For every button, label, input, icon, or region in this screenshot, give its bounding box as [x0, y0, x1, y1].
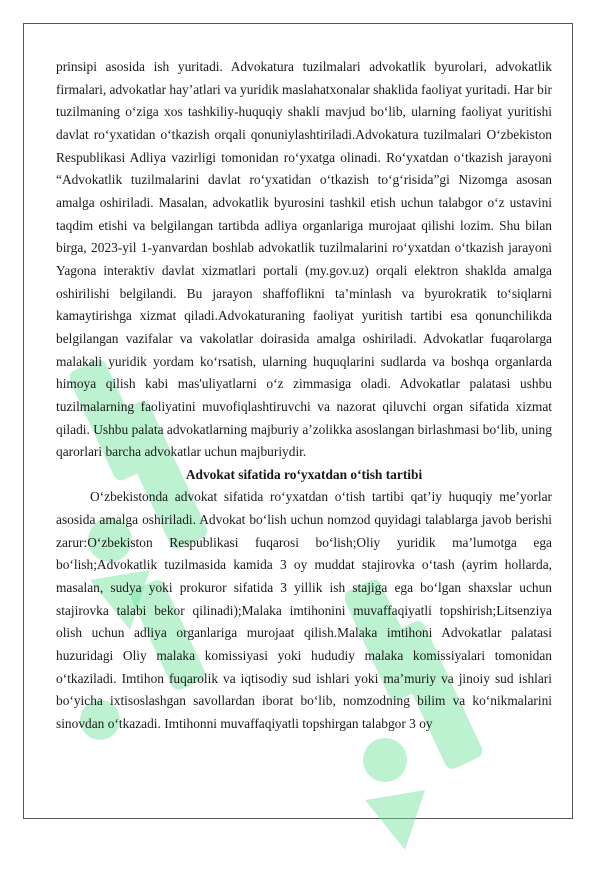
section-heading: Advokat sifatida ro‘yxatdan o‘tish tartibi: [185, 466, 423, 482]
document-body: [56, 56, 552, 736]
body-paragraph: O‘zbekistonda advokat sifatida ro‘yxatdan o‘tish tartibi qat’iy huquqiy me’yorlar asosida amalga oshiriladi. Advokat bo‘lish uchun nomzod quyidagi talablarga javob berishi zarur:O‘zbekiston Respublikasi fuqarosi bo‘lish;Oliy yuridik ma’lumotga ega bo‘lish;Advokatlik tuzilmasida kamida 3 oy muddat stajirovka o‘tash (ayrim hollarda, masalan, sudya yoki prokuror sifatida 3 yillik ish stajiga ega bo‘lgan shaxslar uchun stajirovka talabi bekor qilinadi);Malaka imtihonini muvaffaqiyatli topshirish;Litsenziya olish uchun adliya organlariga murojaat qilish.Malaka imtihoni Advokatlar palatasi huzuridagi Oliy malaka komissiyasi yoki hududiy malaka komissiyalari tomonidan o‘tkaziladi. Imtihon fuqarolik va iqtisodiy sud ishlari yoki ma’muriy va jinoiy sud ishlari bo‘yicha ixtisoslashgan savollardan iborat bo‘lib, nomzodning bilim va ko‘nikmalarini sinovdan o‘tkazadi. Imtihonni muvaffaqiyatli topshirgan talabgor 3 oy: [56, 489, 552, 732]
body-paragraph: prinsipi asosida ish yuritadi. Advokatura tuzilmalari advokatlik byurolari, advokatlik firmalari, advokatlar hay’atlari va yuridik maslahatxonalar shaklida faoliyat yuritadi. Har bir tuzilmaning o‘ziga xos tashkiliy-huquqiy shakli mavjud bo‘lib, ularning faoliyat yuritishi davlat ro‘yxatidan o‘tkazish orqali qonuniylashtiriladi.Advokatura tuzilmalari O‘zbekiston Respublikasi Adliya vazirligi tomonidan ro‘yxatga olinadi. Ro‘yxatdan o‘tkazish jarayoni “Advokatlik tuzilmalarini davlat ro‘yxatidan o‘tkazish to‘g‘risida”gi Nizomga asosan amalga oshiriladi. Masalan, advokatlik byurosini tashkil etish uchun talabgor o‘z ustavini taqdim etishi va belgilangan tartibda adliya organlariga murojaat qilishi lozim. Shu bilan birga, 2023-yil 1-yanvardan boshlab advokatlik tuzilmalarini ro‘yxatdan o‘tkazish jarayoni Yagona interaktiv davlat xizmatlari portali (my.gov.uz) orqali elektron shaklda amalga oshirilishi belgilandi. Bu jarayon shaffoflikni ta’minlash va byurokratik to‘siqlarni kamaytirishga xizmat qiladi.Advokaturaning faoliyat yuritish tartibi esa qonunchilikda belgilangan vazifalar va vakolatlar doirasida amalga oshiriladi. Advokatlar fuqarolarga malakali yuridik yordam ko‘rsatish, ularning huquqlarini sudlarda va boshqa organlarda himoya qilish kabi mas'uliyatlarni o‘z zimmasiga oladi. Advokatlar palatasi ushbu tuzilmalarning faoliyatini muvofiqlashtiruvchi va nazorat qiluvchi organ sifatida xizmat qiladi. Ushbu palata advokatlarning majburiy a’zolikka asoslangan birlashmasi bo‘lib, uning qarorlari barcha advokatlar uchun majburiydir.: [56, 59, 553, 460]
